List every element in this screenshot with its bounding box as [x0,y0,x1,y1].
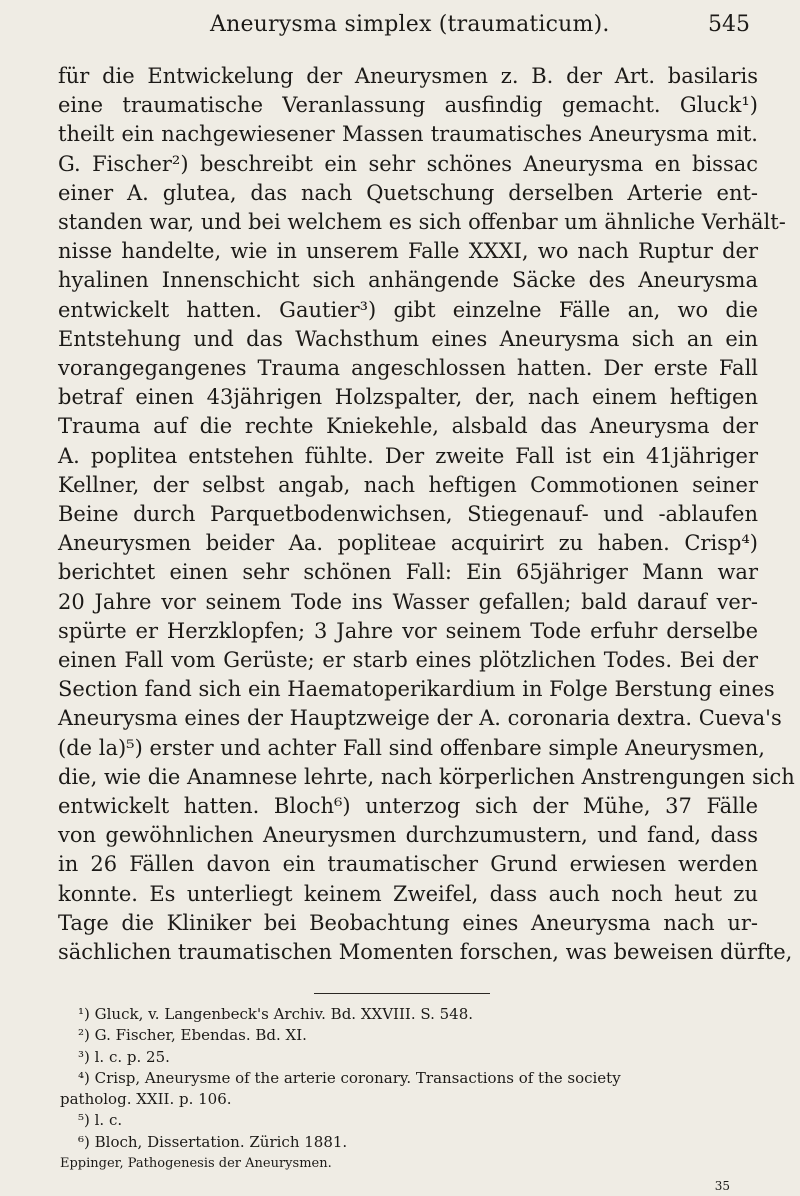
body-text [58,62,795,967]
text-line: Aneurysmen beider Aa. popliteae acquirirt zu haben. Crisp⁴) [58,531,758,556]
text-line: nisse handelte, wie in unserem Falle XXXI, wo nach Ruptur der [58,239,758,264]
text-line: theilt ein nachgewiesener Massen traumatisches Aneurysma mit. [58,122,758,147]
footnote: ¹) Gluck, v. Langenbeck's Archiv. Bd. XXVIII. S. 548. [78,1005,474,1023]
text-line: Beine durch Parquetbodenwichsen, Stiegenauf- und -ablaufen [58,502,758,527]
text-line: konnte. Es unterliegt keinem Zweifel, dass auch noch heut zu [58,881,758,906]
text-line: sächlichen traumatischen Momenten forschen, was beweisen dürfte, [58,940,793,965]
text-line: Section fand sich ein Haematoperikardium in Folge Berstung eines [58,677,775,702]
text-line: A. poplitea entstehen fühlte. Der zweite Fall ist ein 41jähriger [58,443,758,468]
text-line: eine traumatische Veranlassung ausfindig gemacht. Gluck¹) [58,93,758,118]
footnote-continuation: patholog. XXII. p. 106. [60,1090,232,1109]
signature-mark: 35 [714,1179,730,1193]
text-line: entwickelt hatten. Bloch⁶) unterzog sich der Mühe, 37 Fälle [58,794,758,819]
text-line: hyalinen Innenschicht sich anhängende Säcke des Aneurysma [58,268,758,293]
footnote: ³) l. c. p. 25. [78,1047,170,1066]
text-line: 20 Jahre vor seinem Tode ins Wasser gefallen; bald darauf ver- [58,589,758,614]
text-line: spürte er Herzklopfen; 3 Jahre vor seinem Tode erfuhr derselbe [58,618,758,643]
text-line: (de la)⁵) erster und achter Fall sind offenbare simple Aneurysmen, [58,735,765,760]
footnote-divider [314,993,490,994]
text-line: Aneurysma eines der Hauptzweige der A. coronaria dextra. Cueva's [58,706,782,731]
footnote: ⁵) l. c. [78,1111,123,1130]
bottom-imprint: Eppinger, Pathogenesis der Aneurysmen. [60,1156,332,1172]
text-line: einen Fall vom Gerüste; er starb eines plötzlichen Todes. Bei der [58,648,758,673]
running-title: Aneurysma simplex (traumaticum). [210,12,610,37]
text-line: für die Entwickelung der Aneurysmen z. B. der Art. basilaris [58,64,758,88]
text-line: Tage die Kliniker bei Beobachtung eines Aneurysma nach ur- [58,910,758,935]
text-line: Trauma auf die rechte Kniekehle, alsbald das Aneurysma der [58,414,758,439]
text-line: von gewöhnlichen Aneurysmen durchzumustern, und fand, dass [58,823,758,848]
text-line: entwickelt hatten. Gautier³) gibt einzelne Fälle an, wo die [58,297,758,322]
text-line: vorangegangenes Trauma angeschlossen hatten. Der erste Fall [58,356,758,381]
footnote: ⁶) Bloch, Dissertation. Zürich 1881. [78,1132,348,1151]
footnote: ²) G. Fischer, Ebendas. Bd. XI. [78,1026,307,1045]
footnote: ⁴) Crisp, Aneurysme of the arterie coronary. Transactions of the society [78,1068,621,1087]
text-line: betraf einen 43jährigen Holzspalter, der, nach einem heftigen [58,385,758,410]
text-line: die, wie die Anamnese lehrte, nach körperlichen Anstrengungen sich [58,764,795,789]
text-line: in 26 Fällen davon ein traumatischer Grund erwiesen werden [58,852,758,877]
text-line: standen war, und bei welchem es sich offenbar um ähnliche Verhält- [58,210,786,235]
text-line: Entstehung und das Wachsthum eines Aneurysma sich an ein [58,326,758,351]
footnotes [60,1004,760,1174]
page-number: 545 [708,12,750,37]
text-line: G. Fischer²) beschreibt ein sehr schönes Aneurysma en bissac [58,151,758,176]
text-line: Kellner, der selbst angab, nach heftigen Commotionen seiner [58,472,758,497]
text-line: einer A. glutea, das nach Quetschung derselben Arterie ent- [58,180,758,205]
text-line: berichtet einen sehr schönen Fall: Ein 65jähriger Mann war [58,560,758,585]
